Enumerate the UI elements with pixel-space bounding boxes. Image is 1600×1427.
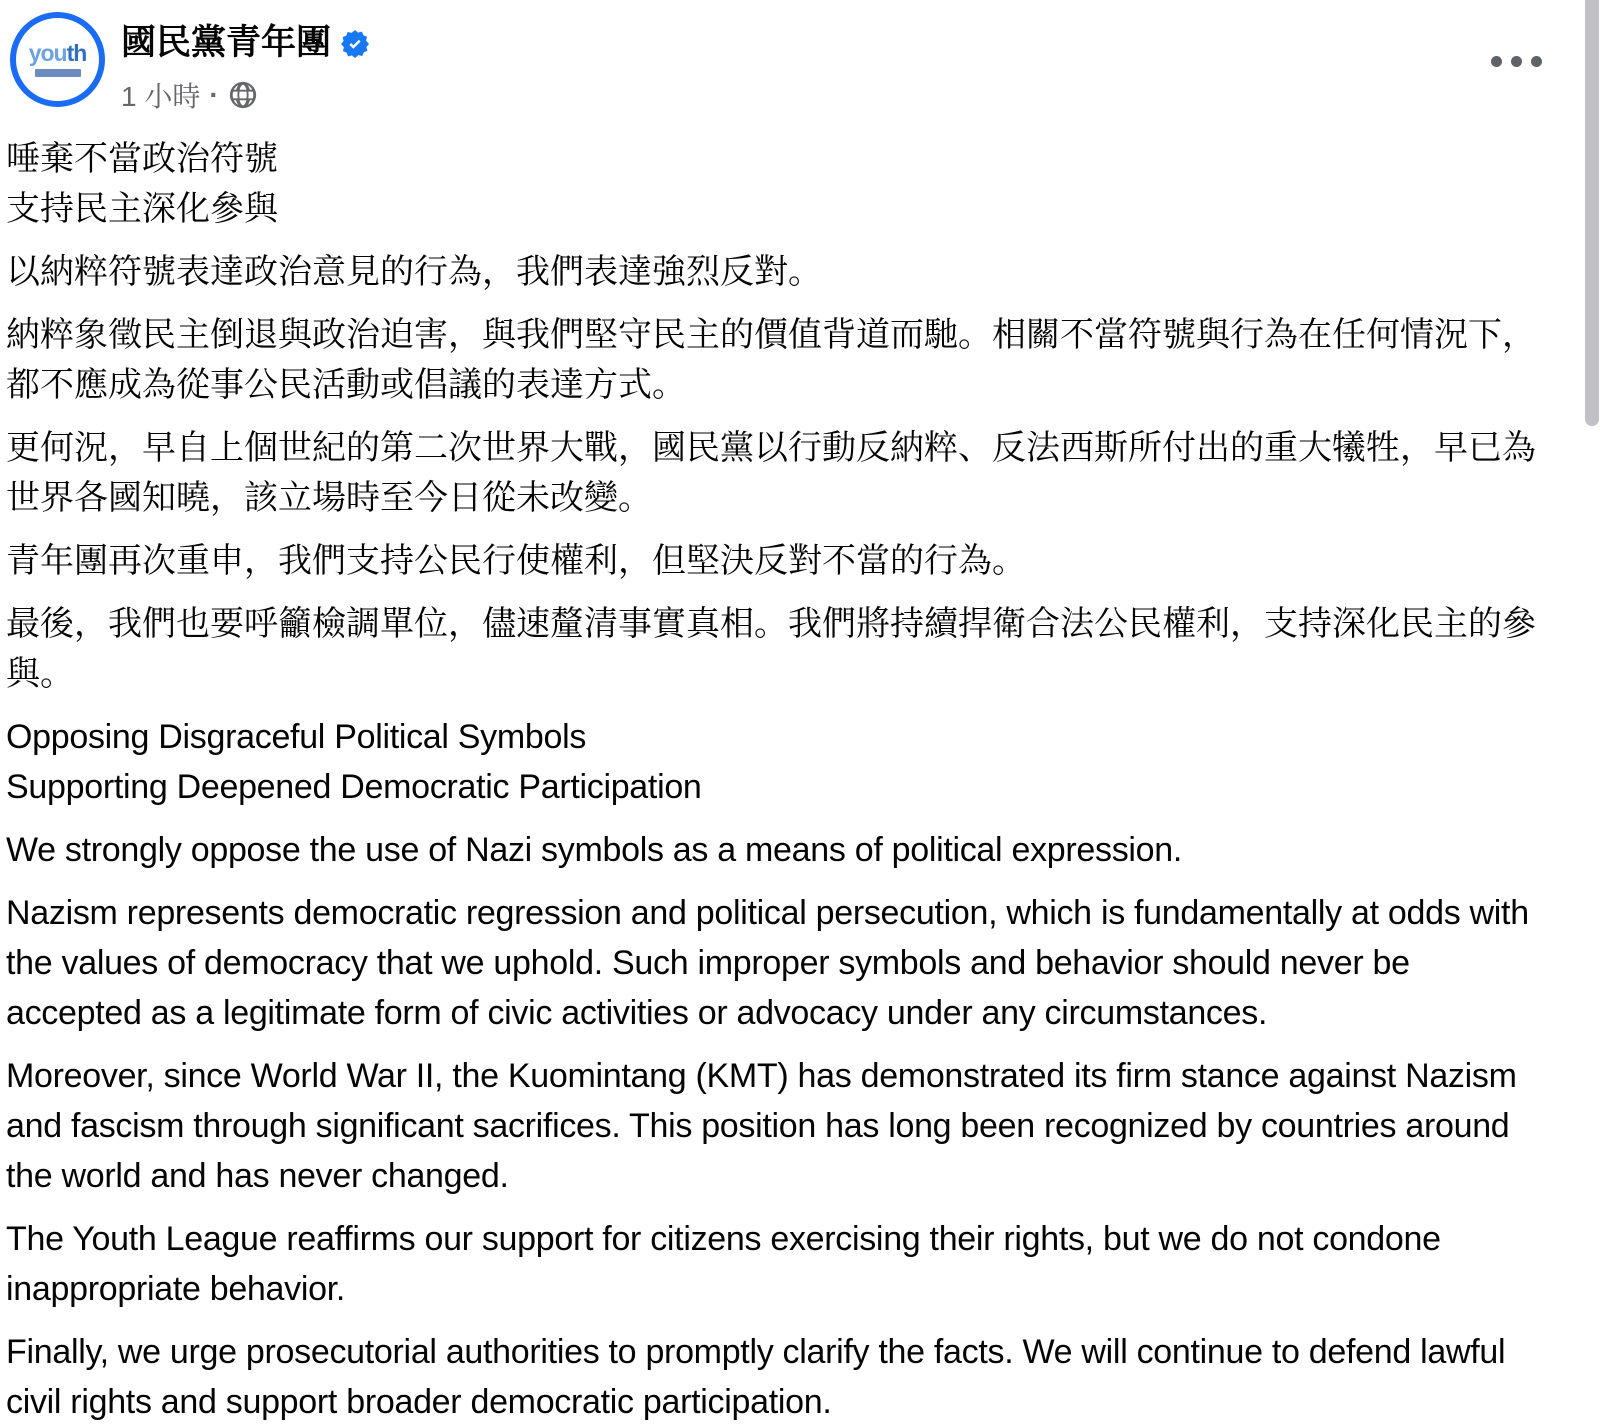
ellipsis-icon (1531, 56, 1542, 67)
post-text-line: 支持民主深化參與 (6, 189, 278, 228)
page-name-link[interactable]: 國民黨青年團 (121, 23, 332, 62)
post-text-line: Finally, we urge prosecutorial authorities to promptly clarify the facts. We will continue to defend lawful civil rights and support broader democratic participation. (6, 1332, 1506, 1421)
post-body (6, 134, 1548, 1427)
post-text-line: 最後，我們也要呼籲檢調單位，儘速釐清事實真相。我們將持續捍衛合法公民權利，支持深化民主的參與。 (6, 604, 1536, 693)
post-paragraph (6, 536, 1548, 586)
more-options-button[interactable] (1481, 46, 1552, 77)
post-paragraph (6, 825, 1548, 875)
avatar[interactable] (10, 12, 105, 107)
scrollbar-track[interactable] (1583, 0, 1600, 1405)
post-paragraph (6, 247, 1548, 297)
ellipsis-icon (1491, 56, 1502, 67)
scrollbar-thumb[interactable] (1585, 0, 1599, 426)
avatar-logo-text: youth (28, 40, 87, 66)
post-text-line: 唾棄不當政治符號 (6, 139, 278, 178)
post-paragraph (6, 1214, 1548, 1314)
post-text-line: We strongly oppose the use of Nazi symbols as a means of political expression. (6, 830, 1183, 869)
avatar-logo-subtext (35, 69, 81, 77)
post-text-line: 以納粹符號表達政治意見的行為，我們表達強烈反對。 (6, 252, 822, 291)
post-paragraph (6, 599, 1548, 699)
post-text-line: Nazism represents democratic regression and political persecution, which is fundamentally at odds with the values of democracy that we uphold. Such improper symbols and behavior should never be accepted as a legitimate form of civic activities or advocacy under any circumstances. (6, 893, 1529, 1032)
post-text-line: 更何況，早自上個世紀的第二次世界大戰，國民黨以行動反納粹、反法西斯所付出的重大犧牲，早已為世界各國知曉，該立場時至今日從未改變。 (6, 428, 1536, 517)
post-paragraph (6, 310, 1548, 410)
post-text-line: Moreover, since World War II, the Kuomintang (KMT) has demonstrated its firm stance against Nazism and fascism through significant sacrifices. This position has long been recognized by countries around the world and has never changed. (6, 1056, 1517, 1195)
post-paragraph (6, 712, 1548, 812)
name-row (121, 25, 369, 62)
post-text-line: 青年團再次重申，我們支持公民行使權利，但堅決反對不當的行為。 (6, 541, 1026, 580)
ellipsis-icon (1511, 56, 1522, 67)
post-paragraph (6, 423, 1548, 523)
post-header (0, 0, 1600, 115)
verified-badge-icon (341, 30, 369, 58)
post-paragraph (6, 888, 1548, 1038)
post-text-line: The Youth League reaffirms our support for citizens exercising their rights, but we do not condone inappropriate behavior. (6, 1219, 1441, 1308)
post-paragraph (6, 134, 1548, 234)
post-paragraph (6, 1051, 1548, 1201)
post-text-line: 納粹象徵民主倒退與政治迫害，與我們堅守民主的價值背道而馳。相關不當符號與行為在任何情況下，都不應成為從事公民活動或倡議的表達方式。 (6, 315, 1536, 404)
header-meta (121, 12, 369, 115)
post-text-line: Opposing Disgraceful Political Symbols (6, 717, 587, 756)
post-text-line: Supporting Deepened Democratic Participation (6, 767, 702, 806)
timestamp-link[interactable]: 1 小時 (121, 80, 201, 112)
post-meta-row (121, 75, 369, 115)
meta-separator: · (209, 78, 219, 110)
post-paragraph (6, 1327, 1548, 1427)
globe-privacy-icon (228, 80, 258, 110)
